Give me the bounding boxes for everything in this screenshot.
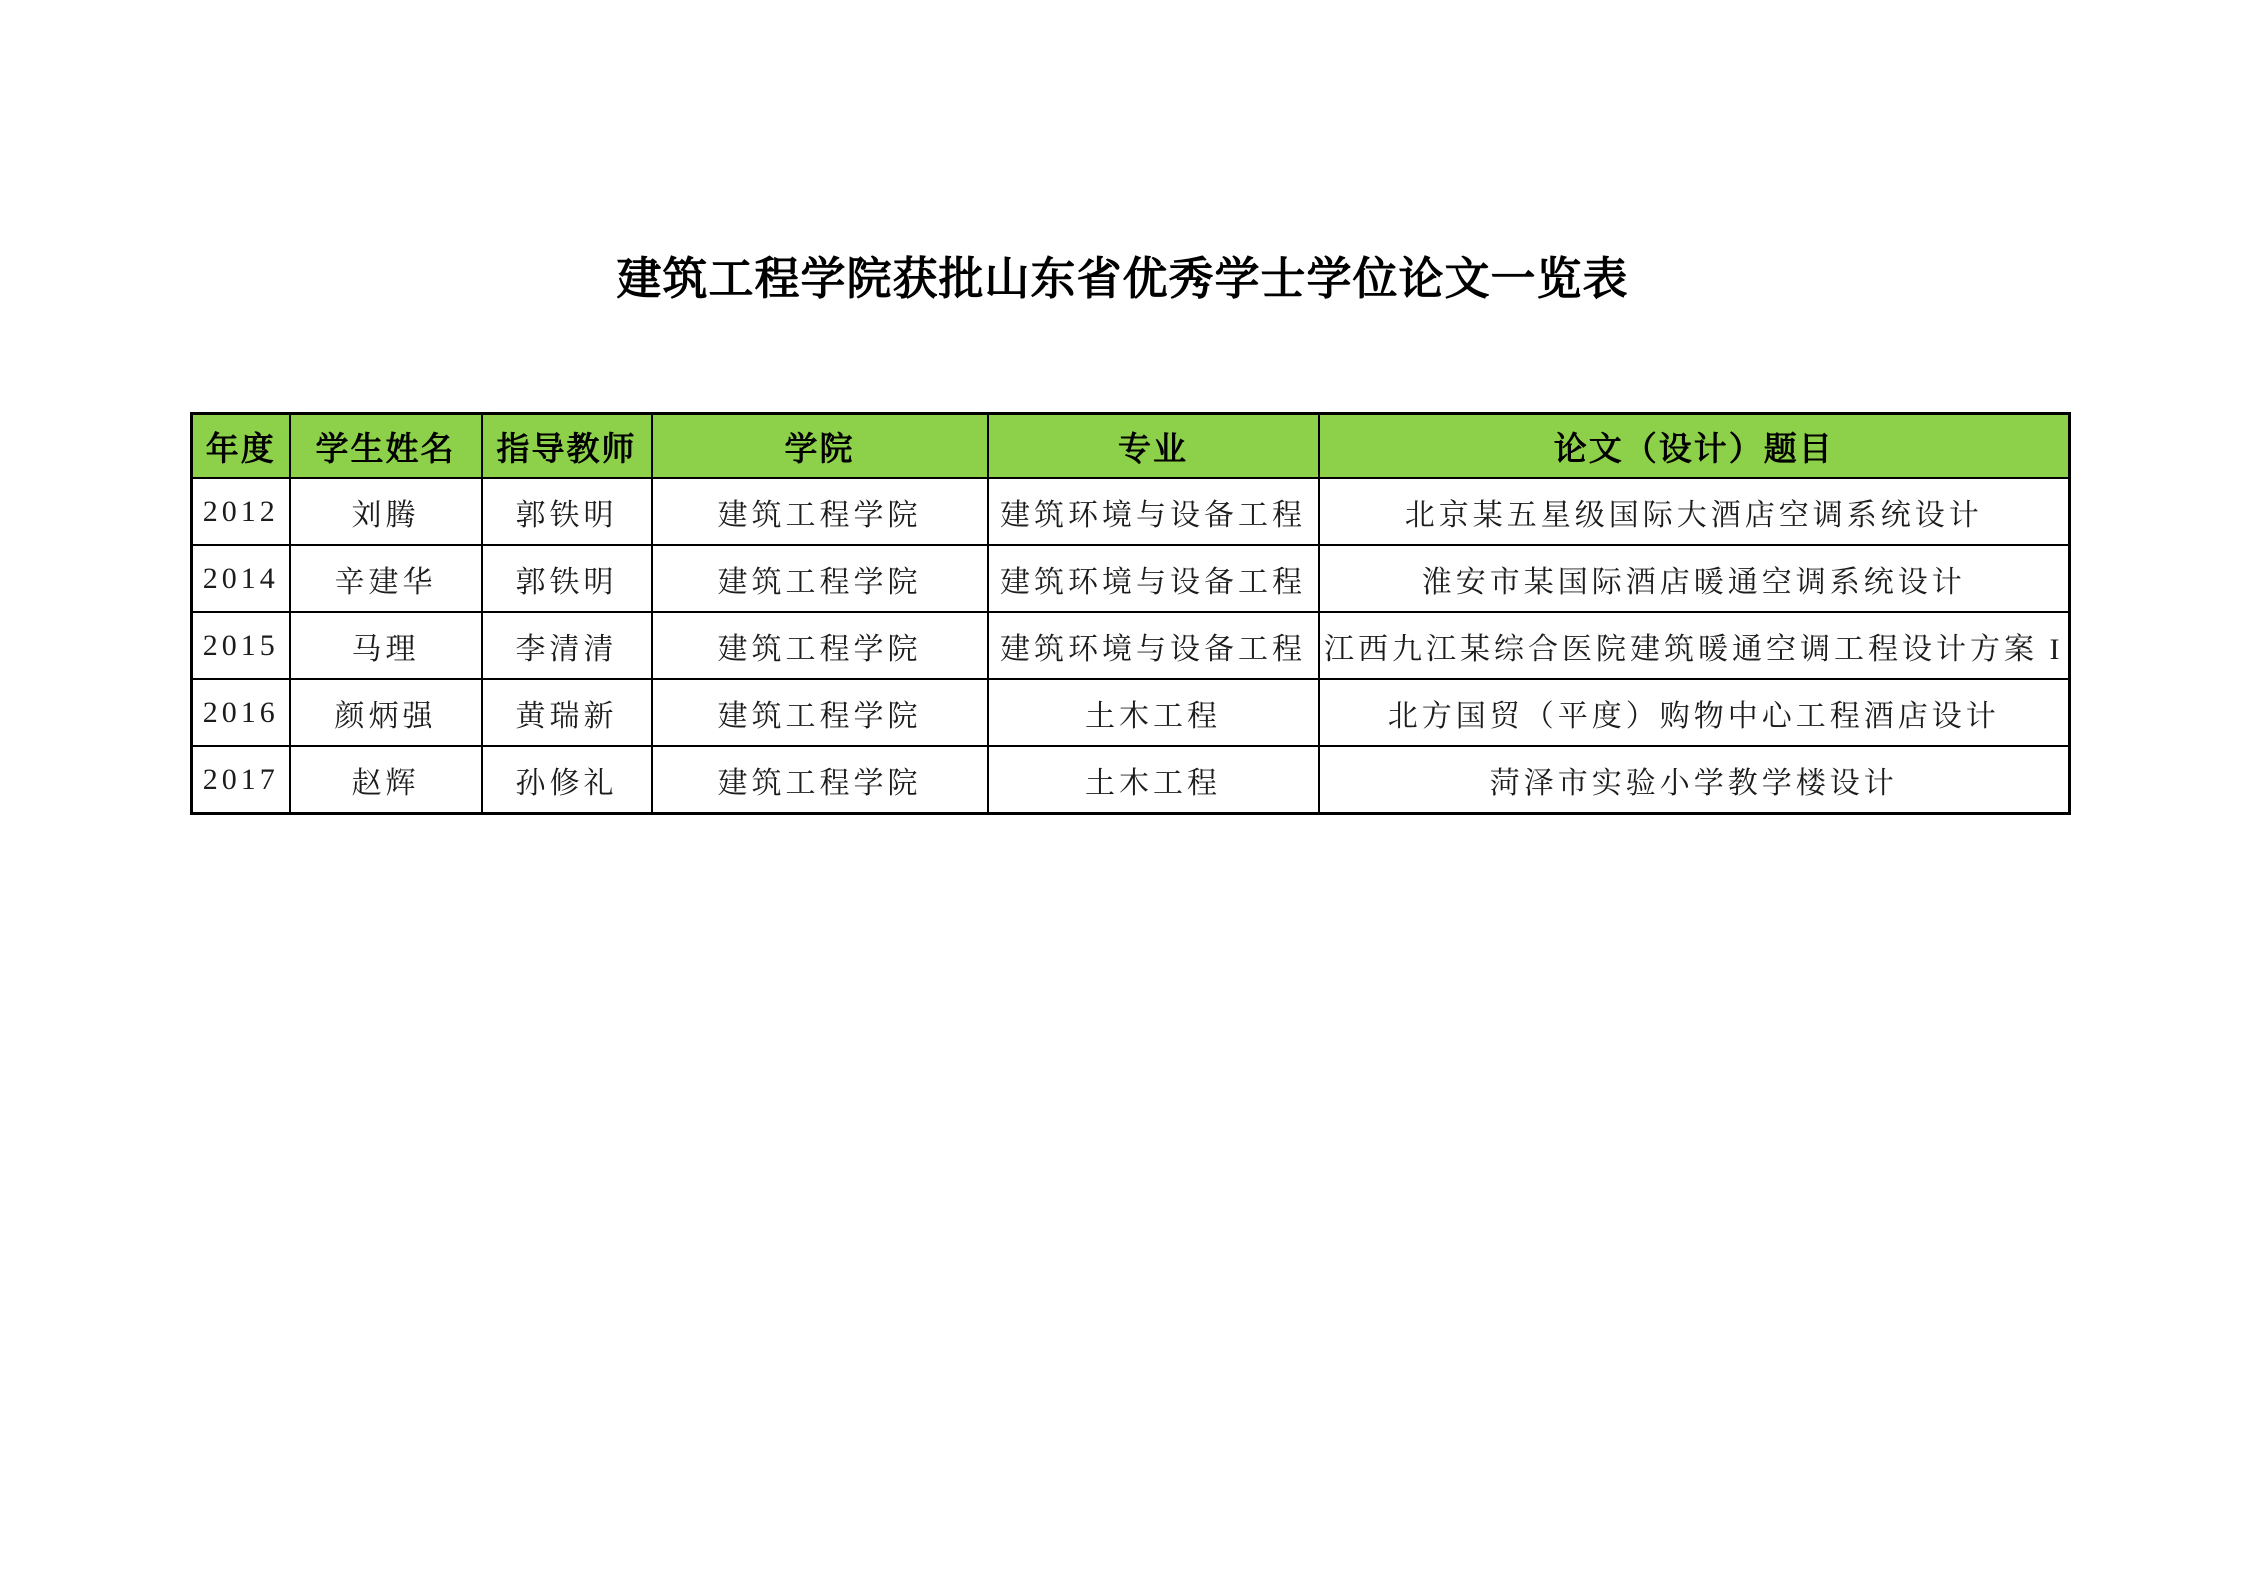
- cell-college: 建筑工程学院: [652, 746, 988, 814]
- cell-student-name: 辛建华: [290, 545, 482, 612]
- cell-advisor: 黄瑞新: [482, 679, 652, 746]
- cell-year: 2015: [192, 612, 290, 679]
- cell-advisor: 郭铁明: [482, 545, 652, 612]
- table-row: [192, 679, 2070, 746]
- header-cell-thesis-title: 论文（设计）题目: [1319, 414, 2070, 479]
- cell-thesis-title: 江西九江某综合医院建筑暖通空调工程设计方案 I: [1319, 612, 2070, 679]
- cell-year: 2014: [192, 545, 290, 612]
- thesis-table: [190, 412, 2071, 815]
- cell-student-name: 颜炳强: [290, 679, 482, 746]
- cell-major: 土木工程: [988, 746, 1319, 814]
- cell-student-name: 赵辉: [290, 746, 482, 814]
- cell-year: 2016: [192, 679, 290, 746]
- cell-thesis-title: 北京某五星级国际大酒店空调系统设计: [1319, 478, 2070, 545]
- header-cell-college: 学院: [652, 414, 988, 479]
- table-header-row: [192, 414, 2070, 479]
- header-cell-major: 专业: [988, 414, 1319, 479]
- cell-college: 建筑工程学院: [652, 612, 988, 679]
- table-row: [192, 612, 2070, 679]
- page-title: 建筑工程学院获批山东省优秀学士学位论文一览表: [616, 253, 1629, 304]
- cell-major: 土木工程: [988, 679, 1319, 746]
- cell-year: 2012: [192, 478, 290, 545]
- cell-student-name: 马理: [290, 612, 482, 679]
- cell-student-name: 刘腾: [290, 478, 482, 545]
- cell-major: 建筑环境与设备工程: [988, 612, 1319, 679]
- cell-advisor: 李清清: [482, 612, 652, 679]
- header-cell-year: 年度: [192, 414, 290, 479]
- cell-year: 2017: [192, 746, 290, 814]
- header-cell-student-name: 学生姓名: [290, 414, 482, 479]
- cell-college: 建筑工程学院: [652, 478, 988, 545]
- cell-major: 建筑环境与设备工程: [988, 545, 1319, 612]
- cell-college: 建筑工程学院: [652, 545, 988, 612]
- cell-advisor: 郭铁明: [482, 478, 652, 545]
- table-row: [192, 478, 2070, 545]
- header-cell-advisor: 指导教师: [482, 414, 652, 479]
- cell-thesis-title: 北方国贸（平度）购物中心工程酒店设计: [1319, 679, 2070, 746]
- cell-thesis-title: 淮安市某国际酒店暖通空调系统设计: [1319, 545, 2070, 612]
- cell-thesis-title: 菏泽市实验小学教学楼设计: [1319, 746, 2070, 814]
- table-row: [192, 545, 2070, 612]
- cell-college: 建筑工程学院: [652, 679, 988, 746]
- cell-advisor: 孙修礼: [482, 746, 652, 814]
- table-row: [192, 746, 2070, 814]
- cell-major: 建筑环境与设备工程: [988, 478, 1319, 545]
